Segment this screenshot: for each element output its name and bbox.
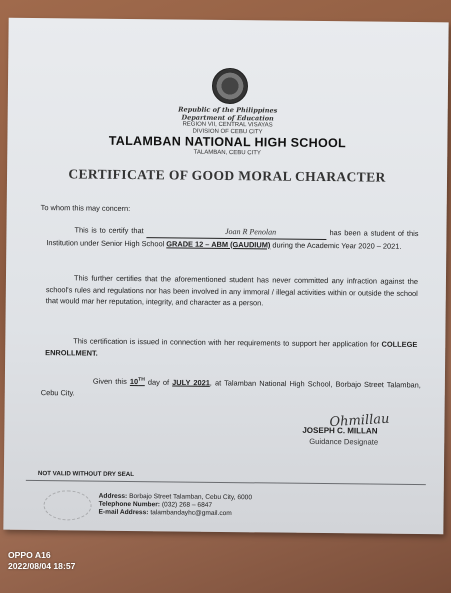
signatory-name: JOSEPH C. MILLAN xyxy=(302,425,378,436)
camera-timestamp: 2022/08/04 18:57 xyxy=(8,561,76,571)
given-month-year: JULY 2021 xyxy=(172,377,210,388)
purpose: COLLEGE ENROLLMENT. xyxy=(45,339,418,358)
address-label: Address: xyxy=(98,492,128,500)
signatory-role: Guidance Designate xyxy=(309,436,379,447)
phone-label: Telephone Number: xyxy=(98,500,161,509)
para3-text: This certification is issued in connection with her requirements to support her application for xyxy=(73,336,380,349)
footer-divider xyxy=(26,480,426,485)
student-name: Joan R Penolan xyxy=(146,225,326,239)
given-day: 10 xyxy=(129,377,139,387)
header-division: DIVISION OF CEBU CITY xyxy=(192,128,263,136)
dry-seal-notice: NOT VALID WITHOUT DRY SEAL xyxy=(37,470,135,479)
grade-section: GRADE 12 – ABM (GAUDIUM) xyxy=(166,238,271,249)
header-republic: Republic of the Philippines xyxy=(178,105,278,115)
paragraph-conduct: This further certifies that the aforementioned student has never committed any infraction against the school's rules and regulations nor has been involved in any immoral / illegal activities within or outside the school that would mar her reputation, integrity, and character as a person. xyxy=(45,273,418,308)
given-label: Given this xyxy=(92,377,127,387)
email-label: E-mail Address: xyxy=(98,508,149,517)
given-day-of: day of xyxy=(147,377,170,387)
certificate-title: CERTIFICATE OF GOOD MORAL CHARACTER xyxy=(68,166,386,185)
footer-email xyxy=(98,509,231,517)
footer-phone xyxy=(99,501,213,509)
given-day-suffix: TH xyxy=(138,377,145,384)
para1-after-name: has been a student of this Institution under Senior High School xyxy=(46,228,419,248)
address-value: Borbajo Street Talamban, Cebu City, 6000 xyxy=(129,492,253,502)
para1-prefix: This is to certify that xyxy=(74,225,144,236)
signature: Ohmillau xyxy=(329,411,390,431)
deped-seal-icon xyxy=(212,68,248,104)
school-name: TALAMBAN NATIONAL HIGH SCHOOL xyxy=(108,133,347,151)
certificate-paper xyxy=(3,18,448,535)
paragraph-certify xyxy=(46,224,418,252)
school-location: TALAMBAN, CEBU CITY xyxy=(193,149,261,157)
para1-suffix: during the Academic Year 2020 – 2021. xyxy=(272,239,402,251)
salutation: To whom this may concern: xyxy=(40,203,131,213)
email-value: talambandayhc@gmail.com xyxy=(150,509,232,518)
header-department: Department of Education xyxy=(181,113,274,123)
given-place: , at Talamban National High School, Borbajo Street Talamban, Cebu City. xyxy=(40,378,421,398)
dry-seal-icon xyxy=(43,490,91,521)
phone-value: (032) 268 – 6847 xyxy=(161,501,213,509)
paragraph-purpose xyxy=(45,335,417,362)
header-region: REGION VII, CENTRAL VISAYAS xyxy=(182,121,273,129)
camera-device-label: OPPO A16 xyxy=(8,550,51,560)
paragraph-given xyxy=(41,374,421,402)
